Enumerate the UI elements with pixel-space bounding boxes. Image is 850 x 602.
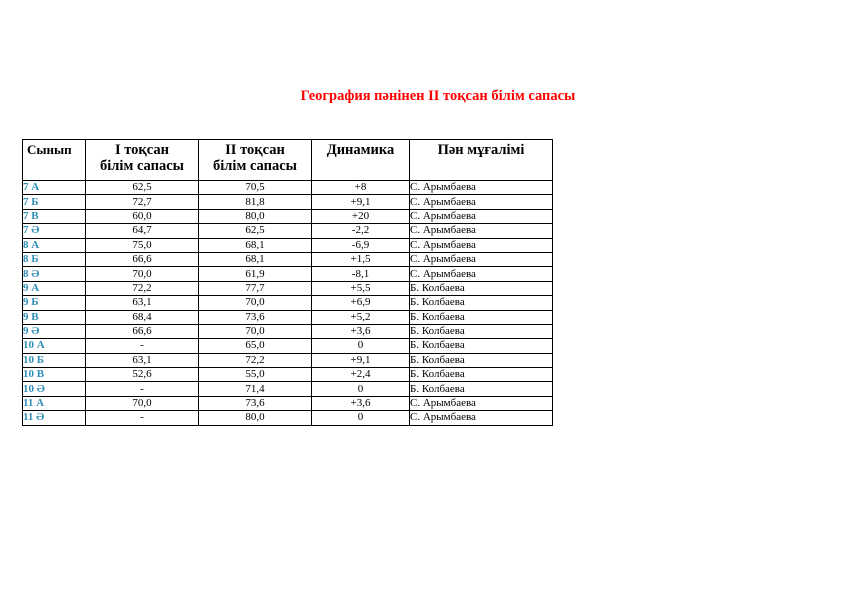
table-row [23,339,553,353]
cell-q2: 70,0 [199,324,312,338]
table-row [23,181,553,195]
cell-teacher: Б. Колбаева [410,310,553,324]
cell-q1: 66,6 [86,324,199,338]
header-dynamics: Динамика [312,140,410,181]
table-row [23,324,553,338]
table-body [23,181,553,426]
cell-class: 7 А [23,181,86,195]
cell-q2: 65,0 [199,339,312,353]
header-teacher: Пән мұғалімі [410,140,553,181]
cell-q1: 70,0 [86,396,199,410]
header-q1-line1: І тоқсан [114,142,170,158]
cell-dynamics: -6,9 [312,238,410,252]
header-class: Сынып [23,140,86,181]
cell-q1: 64,7 [86,224,199,238]
cell-class: 11 А [23,396,86,410]
page-title: География пәнінен ІІ тоқсан білім сапасы [300,88,576,104]
cell-q1: 62,5 [86,181,199,195]
table-row [23,209,553,223]
cell-teacher: Б. Колбаева [410,382,553,396]
cell-q2: 70,5 [199,181,312,195]
cell-q2: 68,1 [199,238,312,252]
table-row [23,267,553,281]
table-row [23,238,553,252]
cell-class: 9 В [23,310,86,324]
cell-dynamics: +9,1 [312,195,410,209]
cell-q1: 63,1 [86,296,199,310]
cell-q2: 77,7 [199,281,312,295]
cell-class: 9 А [23,281,86,295]
cell-q1: 68,4 [86,310,199,324]
table-row [23,382,553,396]
cell-q2: 71,4 [199,382,312,396]
cell-dynamics: +2,4 [312,368,410,382]
cell-dynamics: 0 [312,411,410,425]
table-row [23,368,553,382]
cell-q2: 73,6 [199,396,312,410]
cell-dynamics: +6,9 [312,296,410,310]
cell-teacher: Б. Колбаева [410,281,553,295]
cell-class: 10 А [23,339,86,353]
cell-teacher: С. Арымбаева [410,224,553,238]
cell-teacher: С. Арымбаева [410,411,553,425]
cell-q2: 81,8 [199,195,312,209]
cell-class: 7 Б [23,195,86,209]
cell-dynamics: +1,5 [312,252,410,266]
cell-teacher: Б. Колбаева [410,324,553,338]
header-q2-line1: ІІ тоқсан [225,142,285,158]
cell-q1: 60,0 [86,209,199,223]
cell-dynamics: -8,1 [312,267,410,281]
cell-dynamics: -2,2 [312,224,410,238]
cell-class: 7 Ә [23,224,86,238]
cell-class: 8 А [23,238,86,252]
cell-q2: 61,9 [199,267,312,281]
table-row [23,353,553,367]
table-row [23,224,553,238]
cell-q2: 73,6 [199,310,312,324]
cell-class: 11 Ә [23,411,86,425]
cell-teacher: Б. Колбаева [410,353,553,367]
cell-q2: 62,5 [199,224,312,238]
cell-q1: - [86,411,199,425]
cell-q2: 55,0 [199,368,312,382]
cell-class: 9 Ә [23,324,86,338]
cell-q2: 80,0 [199,209,312,223]
header-q2 [199,140,312,181]
cell-teacher: С. Арымбаева [410,238,553,252]
header-q1 [86,140,199,181]
table-row [23,252,553,266]
cell-dynamics: +20 [312,209,410,223]
cell-q1: - [86,339,199,353]
cell-teacher: С. Арымбаева [410,267,553,281]
table-row [23,310,553,324]
cell-dynamics: +5,5 [312,281,410,295]
cell-q1: 72,7 [86,195,199,209]
cell-teacher: Б. Колбаева [410,339,553,353]
table-row [23,396,553,410]
table-row [23,195,553,209]
cell-dynamics: +5,2 [312,310,410,324]
table-row [23,411,553,425]
cell-q1: 66,6 [86,252,199,266]
cell-q2: 72,2 [199,353,312,367]
cell-teacher: Б. Колбаева [410,368,553,382]
cell-teacher: С. Арымбаева [410,252,553,266]
cell-dynamics: +3,6 [312,324,410,338]
cell-class: 7 В [23,209,86,223]
table-row [23,281,553,295]
cell-teacher: С. Арымбаева [410,195,553,209]
cell-teacher: С. Арымбаева [410,209,553,223]
cell-class: 10 В [23,368,86,382]
cell-teacher: С. Арымбаева [410,396,553,410]
cell-dynamics: +8 [312,181,410,195]
cell-class: 10 Ә [23,382,86,396]
cell-q2: 80,0 [199,411,312,425]
cell-q1: - [86,382,199,396]
cell-q1: 72,2 [86,281,199,295]
cell-q1: 70,0 [86,267,199,281]
cell-class: 10 Б [23,353,86,367]
cell-q1: 75,0 [86,238,199,252]
cell-teacher: Б. Колбаева [410,296,553,310]
cell-teacher: С. Арымбаева [410,181,553,195]
cell-class: 9 Б [23,296,86,310]
cell-q2: 68,1 [199,252,312,266]
cell-q1: 63,1 [86,353,199,367]
cell-q2: 70,0 [199,296,312,310]
header-row [23,140,553,181]
cell-class: 8 Ә [23,267,86,281]
cell-class: 8 Б [23,252,86,266]
cell-dynamics: 0 [312,382,410,396]
cell-dynamics: +3,6 [312,396,410,410]
cell-dynamics: 0 [312,339,410,353]
table-row [23,296,553,310]
cell-q1: 52,6 [86,368,199,382]
header-q2-line2: білім сапасы [213,158,297,174]
header-q1-line2: білім сапасы [100,158,184,174]
grades-table [22,139,553,426]
cell-dynamics: +9,1 [312,353,410,367]
